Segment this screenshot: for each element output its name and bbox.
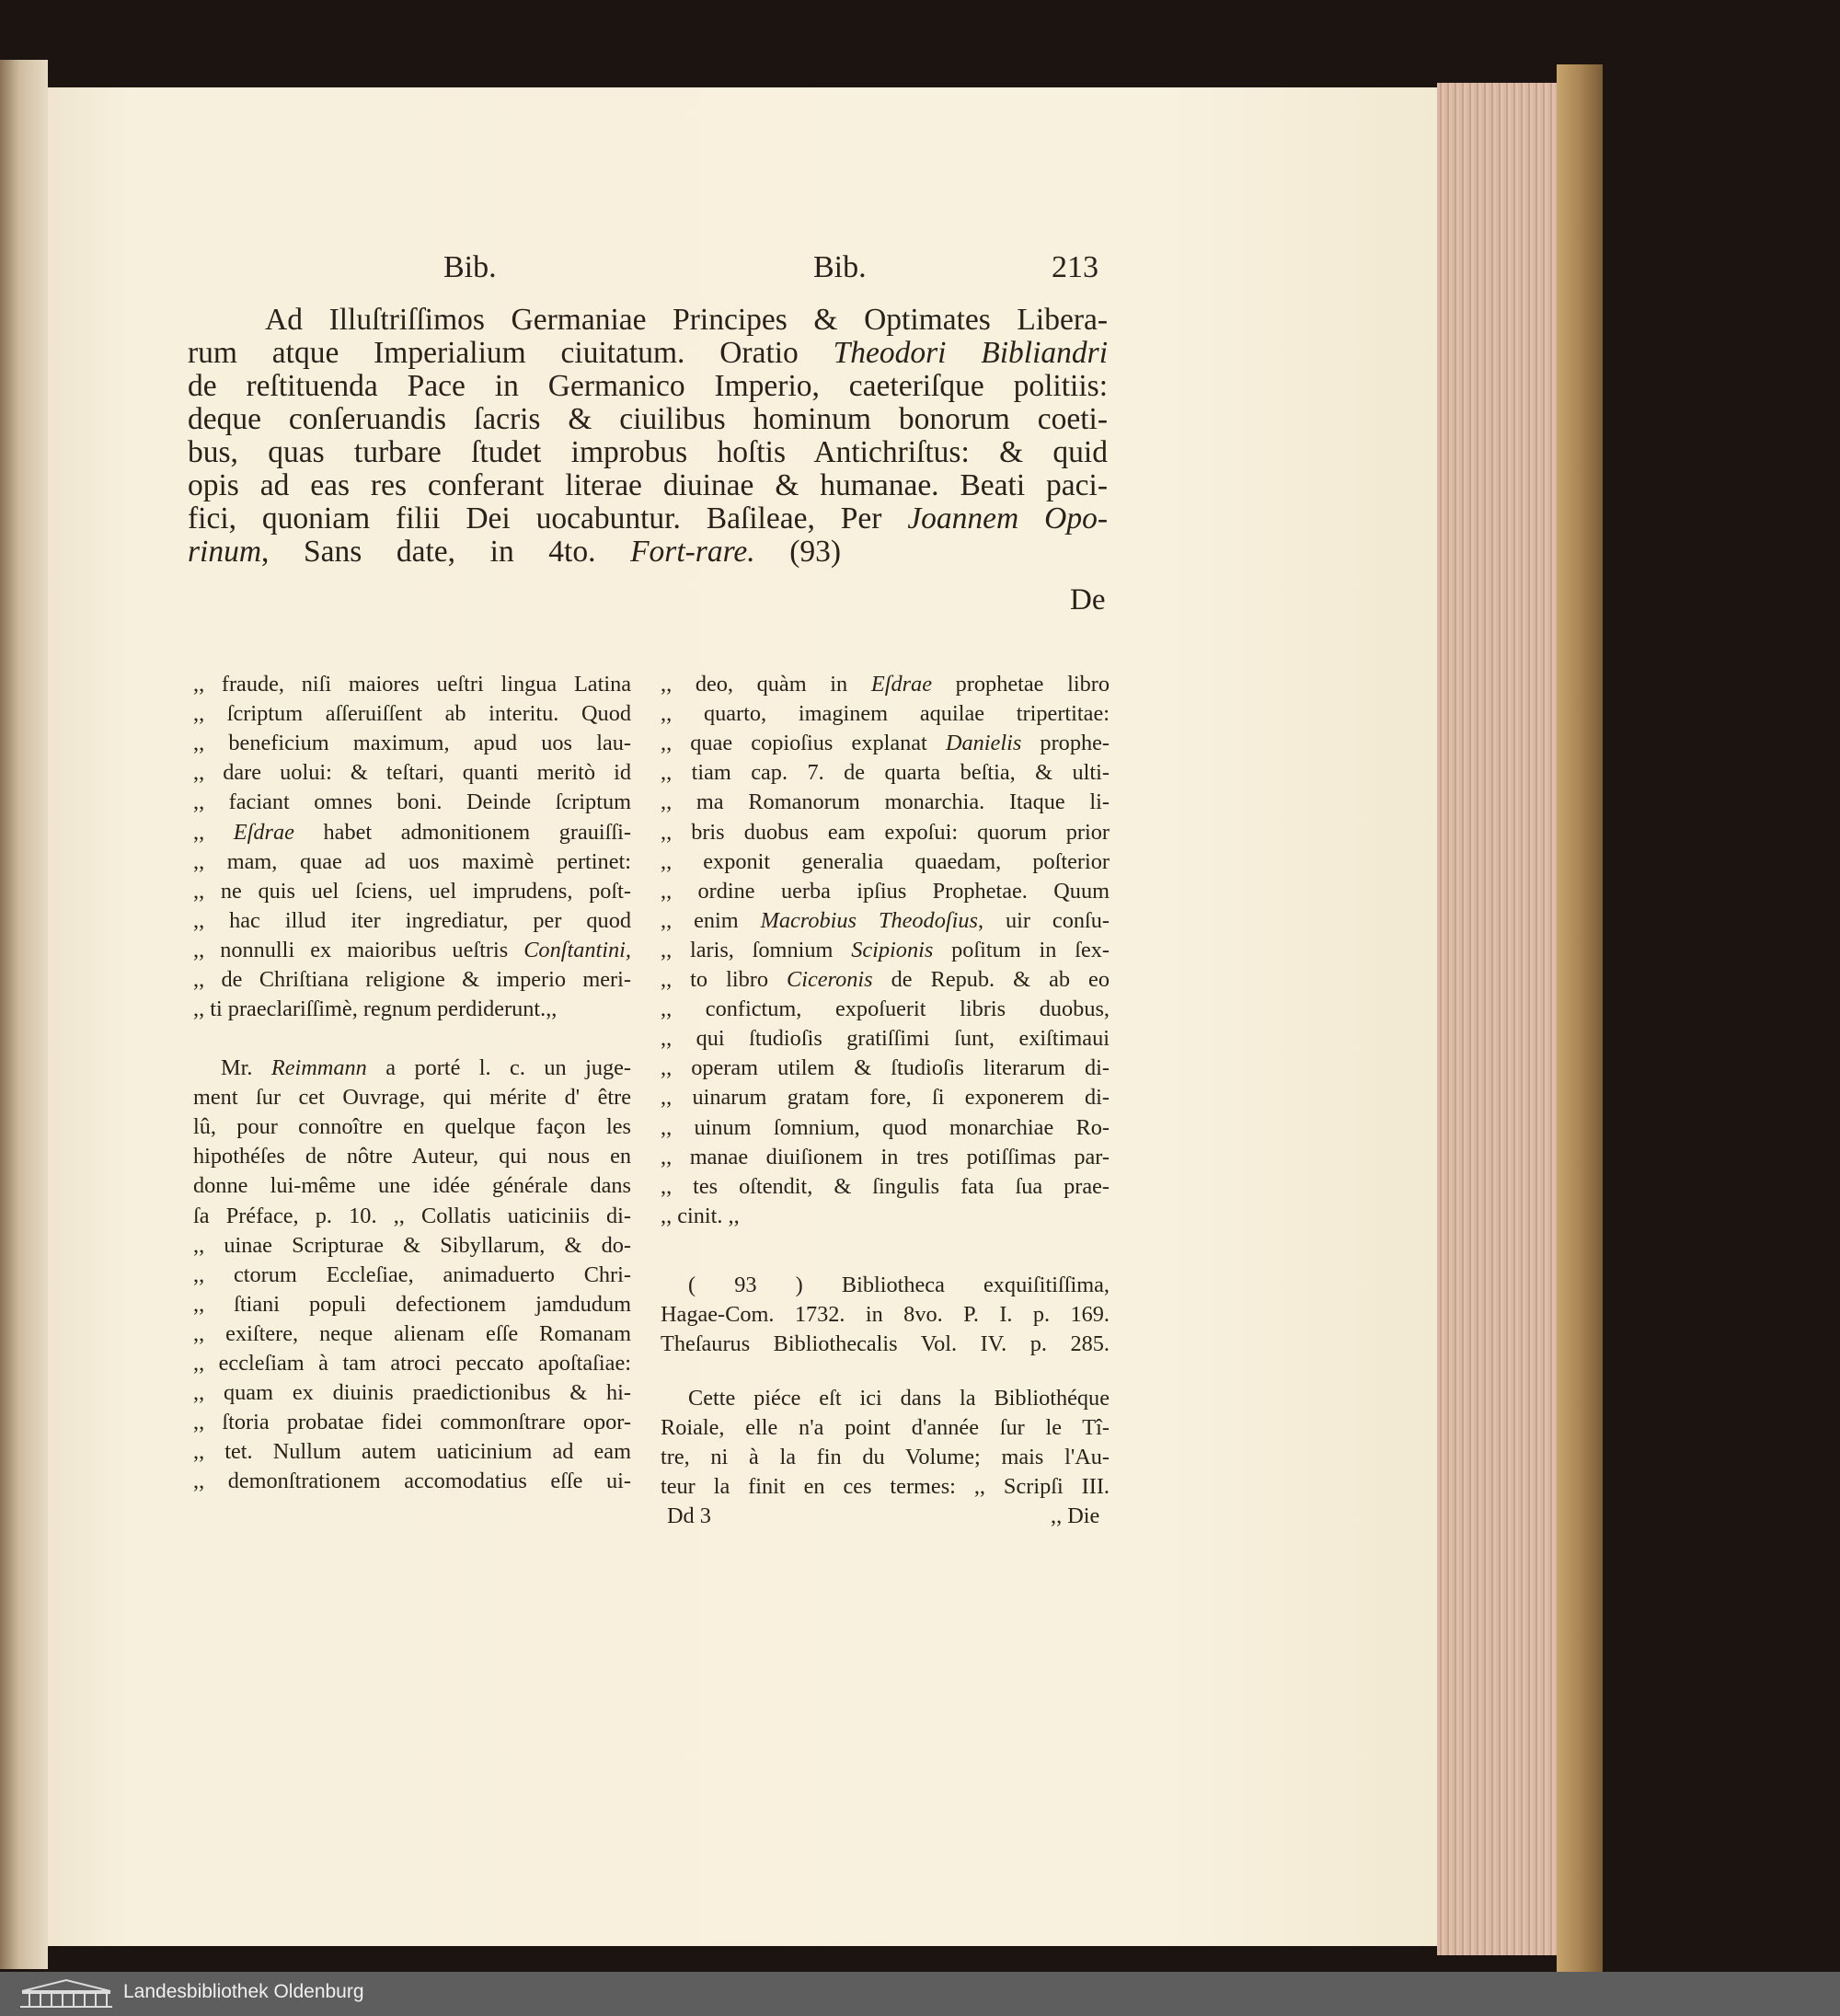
right-column-line: ,, tes oſtendit, & ſingulis fata ſua prae-: [661, 1173, 1110, 1199]
right-column-line: ,, quarto, imaginem aquilae tripertitae:: [661, 701, 1110, 727]
title-line: fici, quoniam filii Dei uocabuntur. Baſileae, Per Joannem Opo-: [188, 501, 1108, 536]
left-column-line: ,, tet. Nullum autem uaticinium ad eam: [193, 1439, 631, 1465]
running-head-left: Bib.: [443, 250, 497, 284]
left-column-line: ,, de Chriſtiana religione & imperio meri-: [193, 967, 631, 992]
left-column-line: hipothéſes de nôtre Auteur, qui nous en: [193, 1144, 631, 1169]
page-block-edge: [1437, 83, 1566, 1955]
right-column-line: Theſaurus Bibliothecalis Vol. IV. p. 285.: [661, 1331, 1110, 1357]
left-column-line: ,, exiſtere, neque alienam eſſe Romanam: [193, 1320, 631, 1346]
title-line: bus, quas turbare ſtudet improbus hoſtis Antichriſtus: & quid: [188, 435, 1108, 469]
right-column-line: ,, uinum ſomnium, quod monarchiae Ro-: [661, 1114, 1110, 1140]
right-column-line: ,, ordine uerba ipſius Prophetae. Quum: [661, 878, 1110, 904]
right-column-line: ,, to libro Ciceronis de Repub. & ab eo: [661, 967, 1110, 992]
right-column-line: ,, operam utilem & ſtudioſis literarum di-: [661, 1055, 1110, 1081]
left-column-line: ,, fraude, niſi maiores ueſtri lingua Latina: [193, 672, 631, 697]
left-column-line: ,, ſtiani populi defectionem jamdudum: [193, 1291, 631, 1317]
left-column-line: ,, demonſtrationem accomodatius eſſe ui-: [193, 1469, 631, 1494]
left-column-line: ,, ne quis uel ſciens, uel imprudens, poſt-: [193, 878, 631, 904]
left-column-line: ſa Préface, p. 10. ,, Collatis uaticiniis di-: [193, 1203, 631, 1228]
left-column-line: ,, ctorum Eccleſiae, animaduerto Chri-: [193, 1261, 631, 1287]
right-column-line: ,, cinit. ,,: [661, 1203, 740, 1228]
left-column-line: ,, mam, quae ad uos maximè pertinet:: [193, 848, 631, 874]
left-column-line: ,, ſtoria probatae fidei commonſtrare opor-: [193, 1410, 631, 1435]
right-column-line: ,, laris, ſomnium Scipionis poſitum in ſex-: [661, 937, 1110, 962]
right-column-line: Hagae-Com. 1732. in 8vo. P. I. p. 169.: [661, 1302, 1110, 1328]
right-column-line: ( 93 ) Bibliotheca exquiſitiſſima,: [688, 1273, 1110, 1297]
left-column-line: ,, ti praeclariſſimè, regnum perdiderunt.,,: [193, 996, 558, 1022]
right-column-line: ,, manae diuiſionem in tres potiſſimas par-: [661, 1144, 1110, 1169]
catchword-bottom: ,, Die: [1051, 1503, 1100, 1528]
right-column-line: ,, tiam cap. 7. de quarta beſtia, & ulti-: [661, 760, 1110, 786]
library-building-logo: [17, 1978, 116, 2010]
left-column-line: ,, faciant omnes boni. Deinde ſcriptum: [193, 789, 631, 815]
running-head-center: Bib.: [813, 250, 867, 284]
left-column-line: ,, quam ex diuinis praedictionibus & hi-: [193, 1380, 631, 1406]
left-page-edge: [0, 60, 48, 1969]
left-column-line: ,, beneficium maximum, apud uos lau-: [193, 731, 631, 756]
page-number: 213: [1052, 250, 1098, 284]
right-column-line: Cette piéce eſt ici dans la Bibliothéque: [688, 1386, 1110, 1411]
left-column-line: ,, ſcriptum aſſeruiſſent ab interitu. Quod: [193, 701, 631, 727]
right-column-line: Roiale, elle n'a point d'année ſur le Tî-: [661, 1415, 1110, 1441]
left-column-line: ,, dare uolui: & teſtari, quanti meritò id: [193, 760, 631, 786]
left-column-line: lû, pour connoître en quelque façon les: [193, 1114, 631, 1140]
right-column-line: ,, ma Romanorum monarchia. Itaque li-: [661, 789, 1110, 815]
right-column-line: ,, quae copioſius explanat Danielis prophe-: [661, 731, 1110, 756]
right-column-line: ,, enim Macrobius Theodoſius, uir conſu-: [661, 907, 1110, 933]
title-line: deque conſeruandis ſacris & ciuilibus hominum bonorum coeti-: [188, 402, 1108, 436]
right-column-line: ,, deo, quàm in Eſdrae prophetae libro: [661, 672, 1110, 697]
title-line: rum atque Imperialium ciuitatum. Oratio Theodori Bibliandri: [188, 336, 1109, 370]
title-line: de reſtituenda Pace in Germanico Imperio, caeteriſque politiis:: [188, 369, 1108, 403]
right-column-line: ,, qui ſtudioſis gratiſſimi ſunt, exiſtimaui: [661, 1026, 1110, 1052]
footer-library-name: Landesbibliothek Oldenburg: [123, 1981, 364, 2002]
right-column-line: ,, confictum, expoſuerit libris duobus,: [661, 996, 1110, 1022]
right-column-line: teur la finit en ces termes: ,, Scripſi III.: [661, 1474, 1110, 1500]
right-column-line: tre, ni à la fin du Volume; mais l'Au-: [661, 1445, 1110, 1470]
left-column-line: donne lui-même une idée générale dans: [193, 1173, 631, 1199]
left-column-line: ,, Eſdrae habet admonitionem grauiſſi-: [193, 819, 631, 845]
signature-mark: Dd 3: [667, 1503, 711, 1528]
right-column-line: ,, exponit generalia quaedam, poſterior: [661, 848, 1110, 874]
left-column-line: ,, eccleſiam à tam atroci peccato apoſtaſiae:: [193, 1351, 631, 1376]
right-column-line: ,, bris duobus eam expoſui: quorum prior: [661, 819, 1110, 845]
left-column-line: ,, hac illud iter ingrediatur, per quod: [193, 907, 631, 933]
left-column-line: ment ſur cet Ouvrage, qui mérite d' être: [193, 1085, 631, 1111]
catchword-de: De: [1070, 583, 1106, 616]
left-column-line: ,, uinae Scripturae & Sibyllarum, & do-: [193, 1232, 631, 1258]
title-line: opis ad eas res conferant literae diuinae & humanae. Beati paci-: [188, 468, 1108, 502]
left-column-line: Mr. Reimmann a porté l. c. un juge-: [221, 1055, 631, 1080]
left-column-line: ,, nonnulli ex maioribus ueſtris Conſtantini,: [193, 937, 631, 962]
title-line: Ad Illuſtriſſimos Germaniae Principes & Optimates Libera-: [265, 303, 1108, 337]
book-cover-edge: [1557, 64, 1603, 1974]
title-line: rinum, Sans date, in 4to. Fort-rare. (93): [188, 535, 842, 569]
right-column-line: ,, uinarum gratam fore, ſi exponerem di-: [661, 1085, 1110, 1111]
